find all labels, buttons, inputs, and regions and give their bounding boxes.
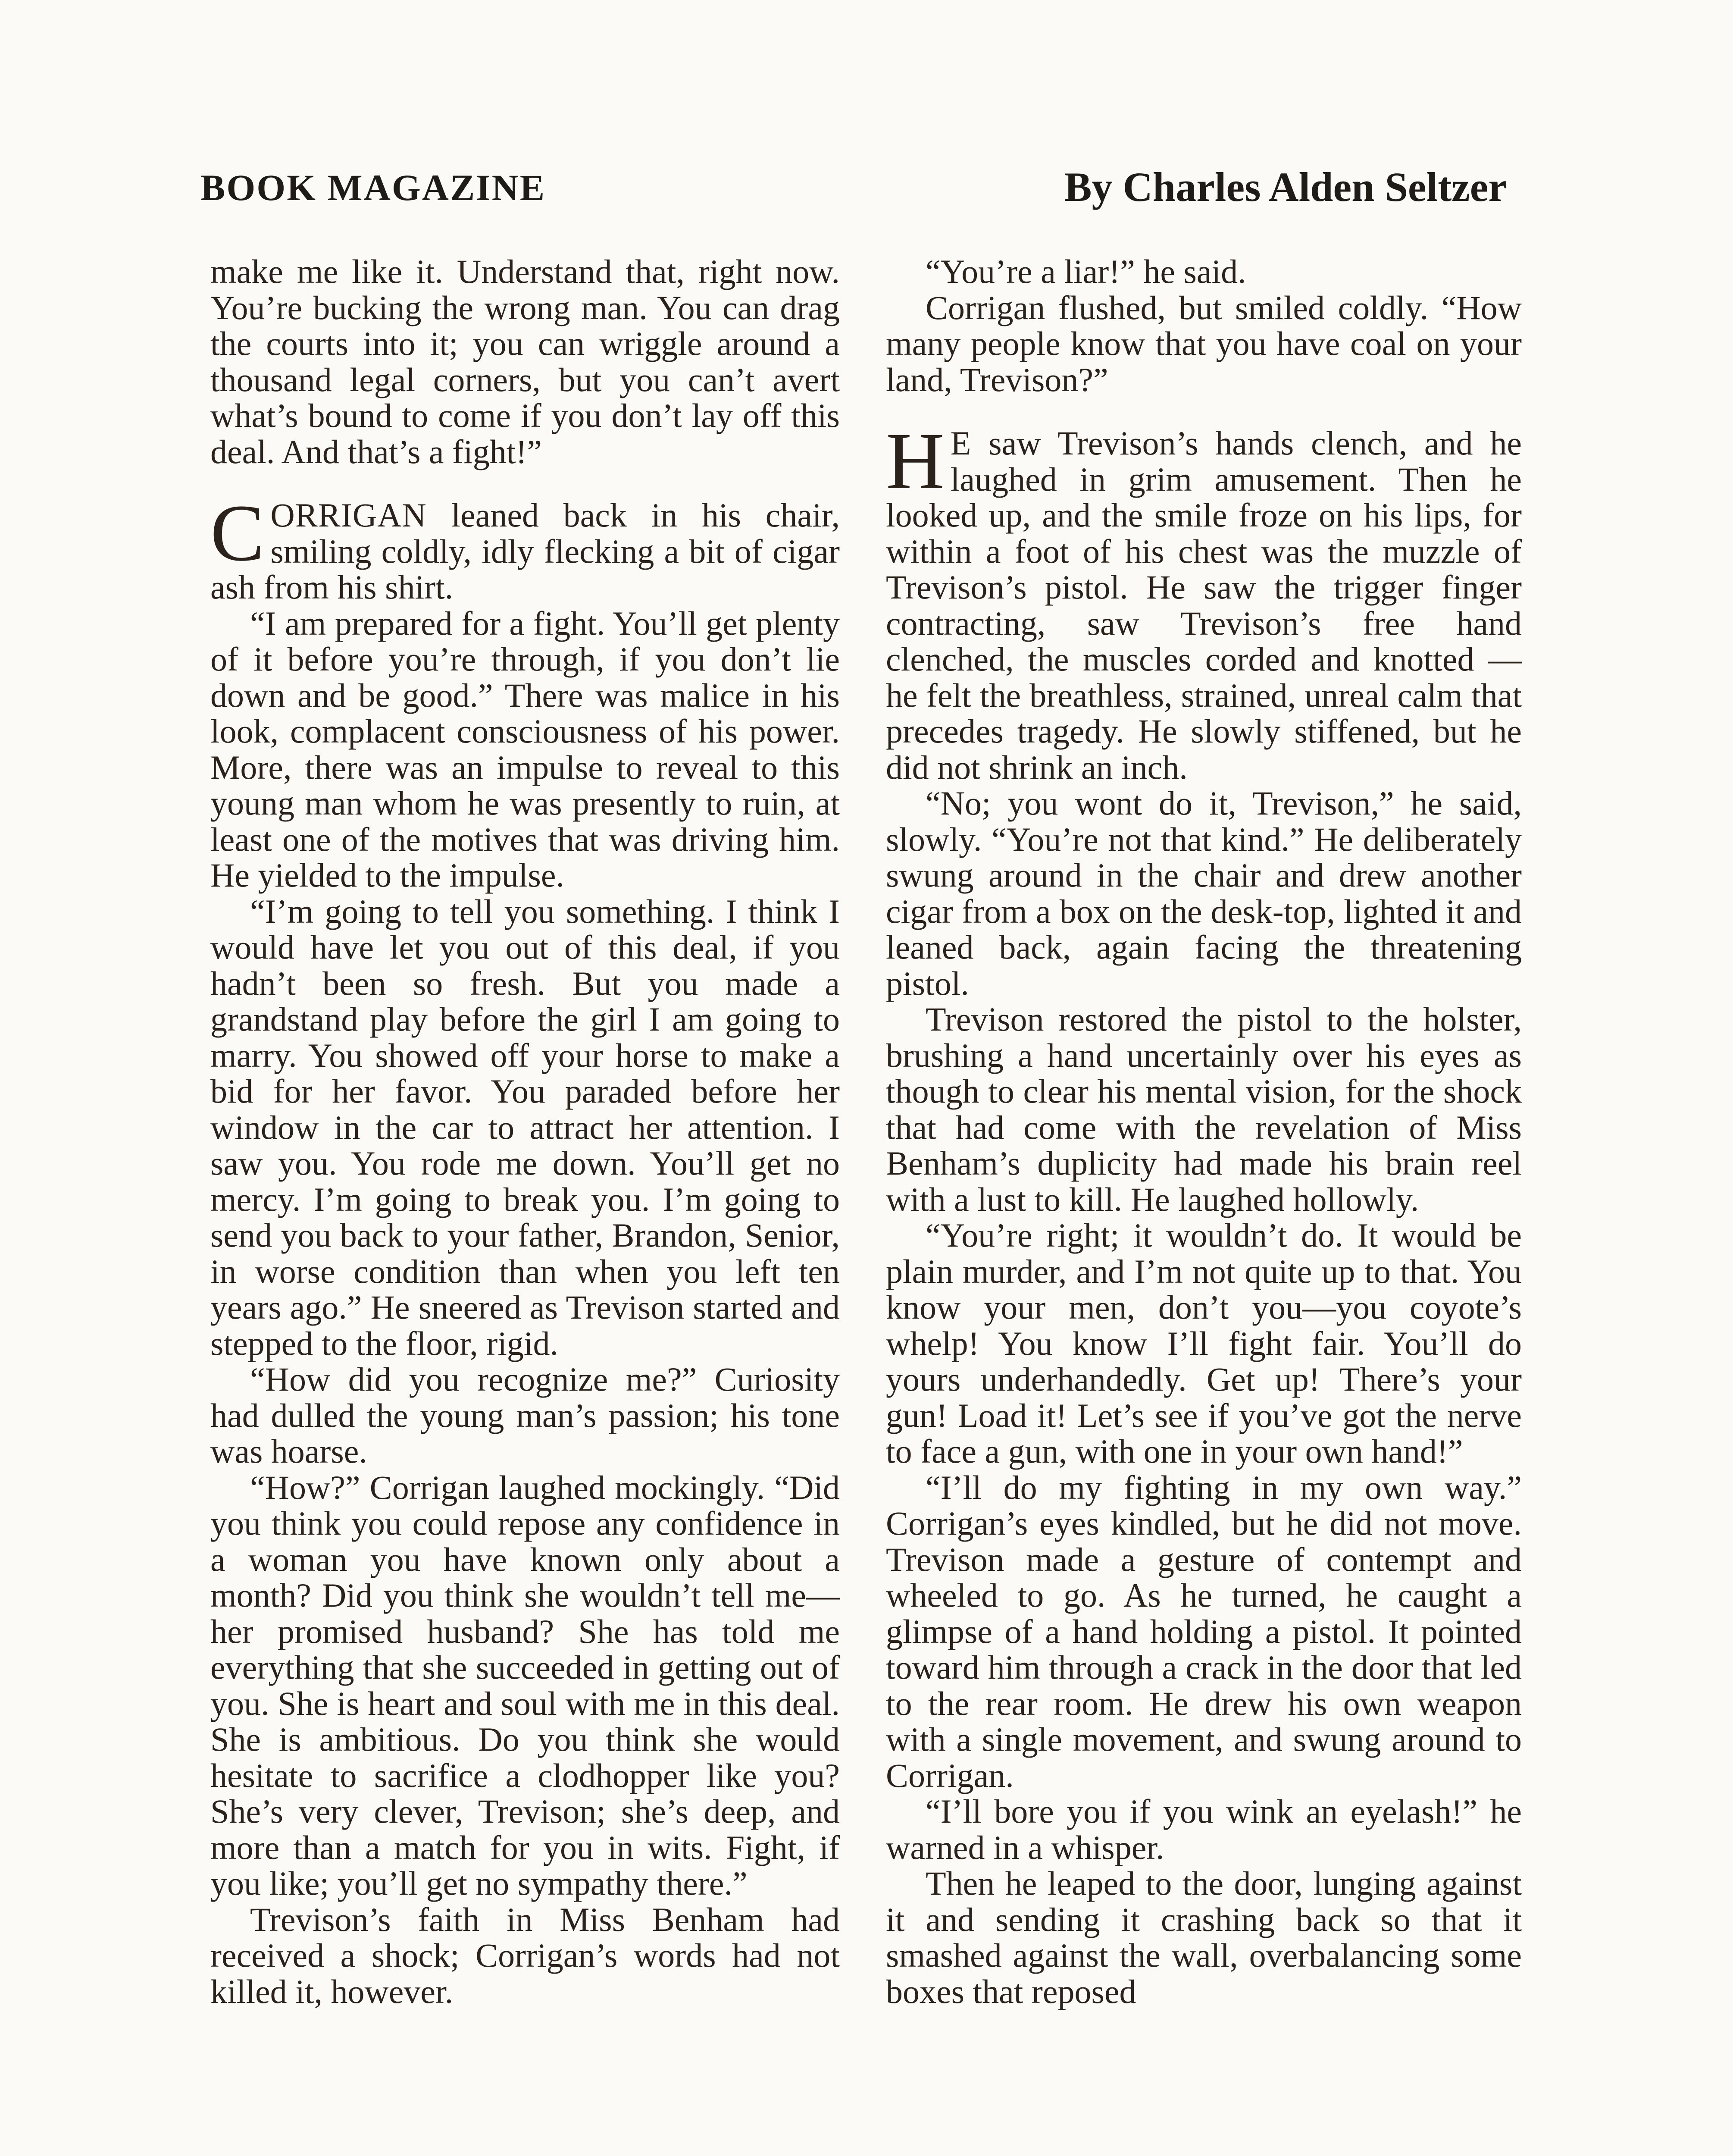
paragraph: “No; you wont do it, Trevison,” he said, slowly. “You’re not that kind.” He deliberately swung around in the chair and drew another cigar from a box on the desk-top, lighted it and leaned back, again facing the threatening pistol. [886,784,1522,1002]
paragraph: “I’m going to tell you something. I think I would have let you out of this deal, if you hadn’t been so fresh. But you made a grandstand play before the girl I am going to marry. You showed off your horse to make a bid for her favor. You paraded before her window in the car to attract her attention. I saw you. You rode me down. You’ll get no mercy. I’m going to break you. I’m going to send you back to your father, Brandon, Senior, in worse condition than when you left ten years ago.” He sneered as Trevison started and stepped to the floor, rigid. [210,892,840,1362]
drop-cap: H [886,416,945,506]
paragraph: “How?” Corrigan laughed mockingly. “Did you think you could repose any confidence in a woman you have known only about a month? Did you think she wouldn’t tell me—her promised husband? She has told me everything that she succeeded in getting out of you. She is heart and soul with me in this deal. She is ambitious. Do you think she would hesitate to sacrifice a clodhopper like you? She’s very clever, Trevison; she’s deep, and more than a match for you in wits. Fight, if you like; you’ll get no sympathy there.” [210,1468,840,1902]
paragraph: “How did you recognize me?” Curiosity had dulled the young man’s passion; his tone was hoarse. [210,1360,840,1470]
left-text-column [210,254,840,2009]
small-caps-lead: ORRIGAN [270,496,427,534]
paragraph: Trevison’s faith in Miss Benham had received a shock; Corrigan’s words had not killed it, however. [210,1900,840,2010]
paragraph-text: leaned back in his chair, smiling coldly, idly flecking a bit of cigar ash from his shirt. [210,496,840,606]
paragraph: “You’re right; it wouldn’t do. It would be plain murder, and I’m not quite up to that. You know your men, don’t you—you coyote’s whelp! You know I’ll fight fair. You’ll do yours underhandedly. Get up! There’s your gun! Load it! Let’s see if you’ve got the nerve to face a gun, with one in your own hand!” [886,1216,1522,1470]
paragraph: “I’ll do my fighting in my own way.” Corrigan’s eyes kindled, but he did not move. Trevison made a gesture of contempt and wheeled to go. As he turned, he caught a glimpse of a hand holding a pistol. It pointed toward him through a crack in the door that led to the rear room. He drew his own weapon with a single movement, and swung around to Corrigan. [886,1468,1522,1794]
paragraph: Corrigan flushed, but smiled coldly. “How many people know that you have coal on your land, Trevison?” [886,288,1522,398]
running-head-magazine-title: BOOK MAGAZINE [200,167,546,208]
small-caps-lead: E [950,424,972,462]
paragraph: Then he leaped to the door, lunging against it and sending it crashing back so that it smashed against the wall, overbalancing some boxes that reposed [886,1865,1522,2010]
paragraph-text: saw Trevison’s hands clench, and he laughed in grim amusement. Then he looked up, and the smile froze on his lips, for within a foot of his chest was the muzzle of Trevison’s pistol. He saw the trigger finger contracting, saw Trevison’s free hand clenched, the muscles corded and knotted — he felt the breathless, strained, unreal calm that precedes tragedy. He slowly stiffened, but he did not shrink an inch. [886,424,1522,786]
paragraph: “I’ll bore you if you wink an eyelash!” he warned in a whisper. [886,1792,1522,1866]
section-opening-paragraph [210,488,840,606]
running-head-author-byline: By Charles Alden Seltzer [1064,164,1507,210]
paragraph: “You’re a liar!” he said. [926,253,1246,290]
paragraph: Trevison restored the pistol to the holster, brushing a hand uncertainly over his eyes as though to clear his mental vision, for the shock that had come with the revelation of Miss Benham’s duplicity had made his brain reel with a lust to kill. He laughed hollowly. [886,1000,1522,1218]
section-opening-paragraph [886,416,1522,786]
right-text-column [886,254,1522,2009]
paragraph: “I am prepared for a fight. You’ll get plenty of it before you’re through, if you don’t lie down and be good.” There was malice in his look, complacent consciousness of his power. More, there was an impulse to reveal to this young man whom he was presently to ruin, at least one of the motives that was driving him. He yielded to the impulse. [210,604,840,894]
paragraph: make me like it. Understand that, right now. You’re bucking the wrong man. You can drag the courts into it; you can wriggle around a thousand legal corners, but you can’t avert what’s bound to come if you don’t lay off this deal. And that’s a fight!” [210,253,840,470]
drop-cap: C [210,488,265,578]
